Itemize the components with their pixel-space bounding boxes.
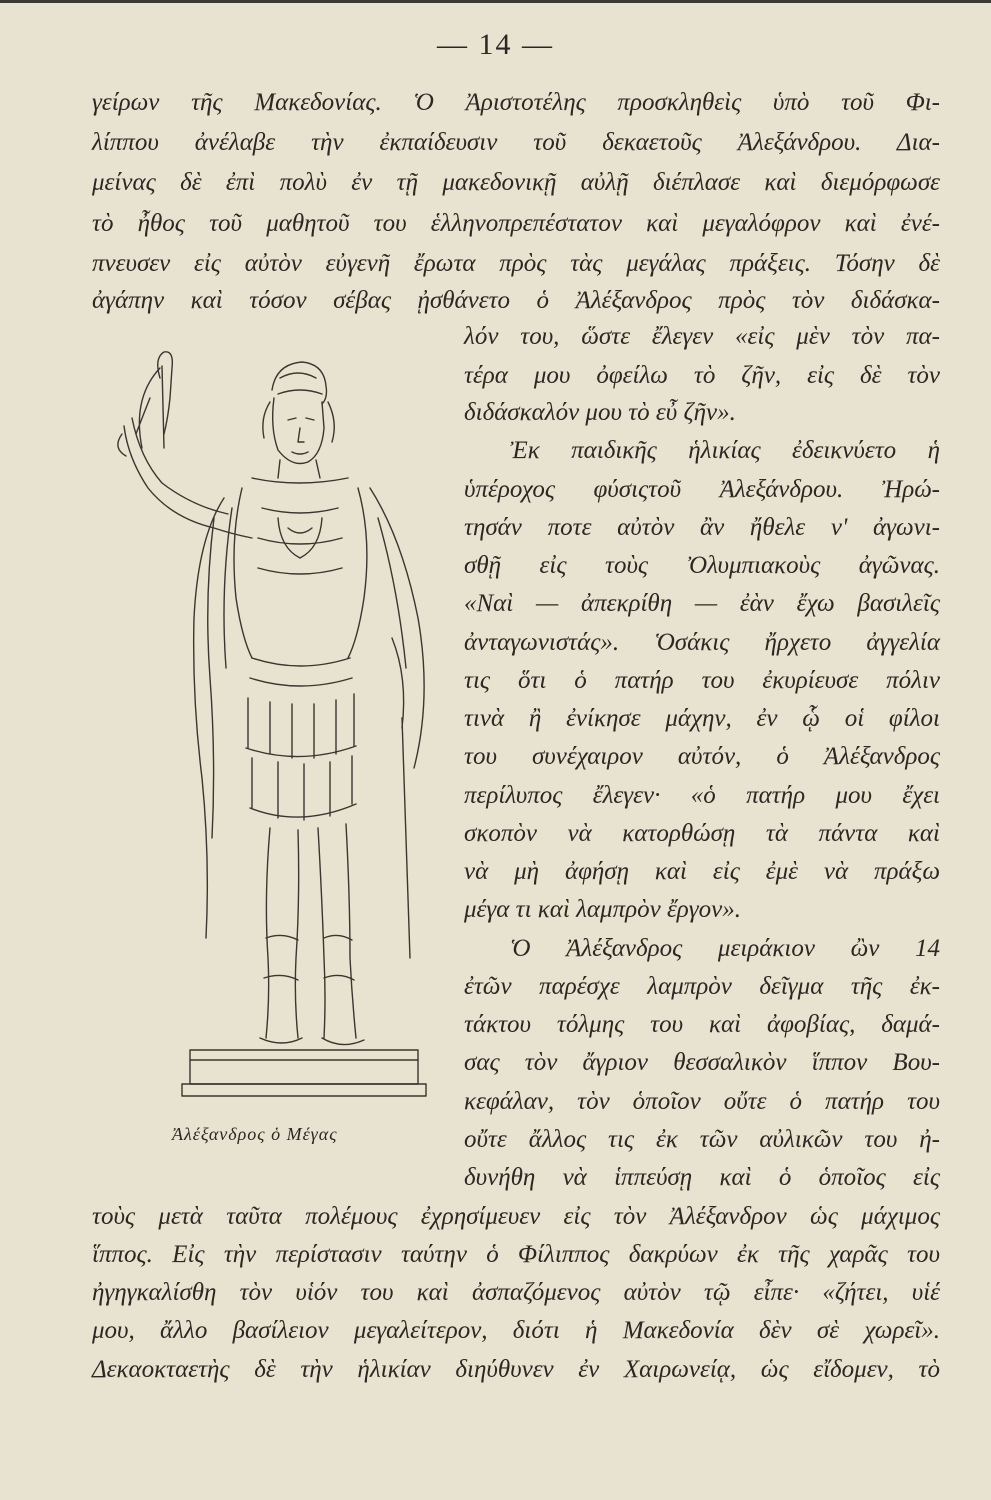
text-line: του συνέχαιρον αὐτόν, ὁ Ἀλέξανδρος [464, 743, 940, 770]
text-line: πνευσεν εἰς αὐτὸν εὐγενῆ ἔρωτα πρὸς τὰς μεγάλας πράξεις. Τόσην δὲ [92, 250, 940, 277]
text-line: ἀγάπην καὶ τόσον σέβας ᾐσθάνετο ὁ Ἀλέξανδρος πρὸς τὸν διδάσκα- [92, 287, 940, 314]
top-rule [0, 0, 991, 3]
text-line: δυνήθη νὰ ἱππεύσῃ καὶ ὁ ὁποῖος εἰς [464, 1164, 940, 1191]
text-line: τὸ ἦθος τοῦ μαθητοῦ του ἑλληνοπρεπέστατον καὶ μεγαλόφρον καὶ ἐνέ- [92, 210, 940, 237]
text-line: ἠγηγκαλίσθη τὸν υἱόν του καὶ ἀσπαζόμενος αὐτὸν τῷ εἶπε· «ζήτει, υἱέ [92, 1279, 940, 1306]
text-line: ἐτῶν παρέσχε λαμπρὸν δεῖγμα τῆς ἐκ- [464, 973, 940, 1000]
text-line: κεφάλαν, τὸν ὁποῖον οὔτε ὁ πατήρ του [464, 1088, 940, 1115]
page-number: — 14 — [437, 28, 554, 61]
text-line: λίππου ἀνέλαβε τὴν ἐκπαίδευσιν τοῦ δεκαετοῦς Ἀλεξάνδρου. Δια- [92, 129, 940, 156]
text-line: Ἐκ παιδικῆς ἡλικίας ἐδεικνύετο ἡ [510, 437, 940, 464]
text-line: τινὰ ἢ ἐνίκησε μάχην, ἐν ᾧ οἱ φίλοι [464, 705, 940, 732]
text-line: σας τὸν ἄγριον θεσσαλικὸν ἵππον Βου- [464, 1049, 940, 1076]
text-line: τοὺς μετὰ ταῦτα πολέμους ἐχρησίμευεν εἰς τὸν Ἀλέξανδρον ὡς μάχιμος [92, 1203, 940, 1230]
text-line: Ὁ Ἀλέξανδρος μειράκιον ὢν 14 [510, 935, 940, 962]
statue-illustration [102, 338, 444, 1116]
text-line: Δεκαοκταετὴς δὲ τὴν ἡλικίαν διηύθυνεν ἐν Χαιρωνείᾳ, ὡς εἴδομεν, τὸ [92, 1356, 940, 1383]
text-line: διδάσκαλόν μου τὸ εὖ ζῆν». [464, 399, 736, 426]
text-line: σκοπὸν νὰ κατορθώσῃ τὰ πάντα καὶ [464, 820, 940, 847]
text-line: σθῇ εἰς τοὺς Ὀλυμπιακοὺς ἀγῶνας. [464, 552, 940, 579]
text-line: τέρα μου ὀφείλω τὸ ζῆν, εἰς δὲ τὸν [464, 362, 940, 389]
text-line: νὰ μὴ ἀφήσῃ καὶ εἰς ἐμὲ νὰ πράξω [464, 858, 940, 885]
text-line: περίλυπος ἔλεγεν· «ὁ πατήρ μου ἔχει [464, 782, 940, 809]
text-line: ὑπέροχος φύσιςτοῦ Ἀλεξάνδρου. Ἠρώ- [464, 476, 940, 503]
text-line: μου, ἄλλο βασίλειον μεγαλείτερον, διότι ἡ Μακεδονία δὲν σὲ χωρεῖ». [92, 1317, 940, 1344]
text-line: οὔτε ἄλλος τις ἐκ τῶν αὐλικῶν του ἠ- [464, 1126, 940, 1153]
text-line: τις ὅτι ὁ πατήρ του ἐκυρίευσε πόλιν [464, 667, 940, 694]
text-line: ἀνταγωνιστάς». Ὁσάκις ἤρχετο ἀγγελία [464, 629, 940, 656]
text-line: μέγα τι καὶ λαμπρὸν ἔργον». [464, 896, 742, 923]
text-line: λόν του, ὥστε ἔλεγεν «εἰς μὲν τὸν πα- [464, 323, 940, 350]
text-line: τάκτου τόλμης του καὶ ἀφοβίας, δαμά- [464, 1011, 940, 1038]
text-line: γείρων τῆς Μακεδονίας. Ὁ Ἀριστοτέλης προσκληθεὶς ὑπὸ τοῦ Φι- [92, 89, 940, 116]
text-line: τησάν ποτε αὐτὸν ἂν ἤθελε ν' ἀγωνι- [464, 514, 940, 541]
text-line: ἵππος. Εἰς τὴν περίστασιν ταύτην ὁ Φίλιππος δακρύων ἐκ τῆς χαρᾶς του [92, 1241, 940, 1268]
text-line: μείνας δὲ ἐπὶ πολὺ ἐν τῇ μακεδονικῇ αὐλῇ διέπλασε καὶ διεμόρφωσε [92, 169, 940, 196]
text-line: «Ναὶ — ἀπεκρίθη — ἐὰν ἔχω βασιλεῖς [464, 590, 940, 617]
figure-caption: Ἀλέξανδρος ὁ Μέγας [172, 1124, 338, 1144]
